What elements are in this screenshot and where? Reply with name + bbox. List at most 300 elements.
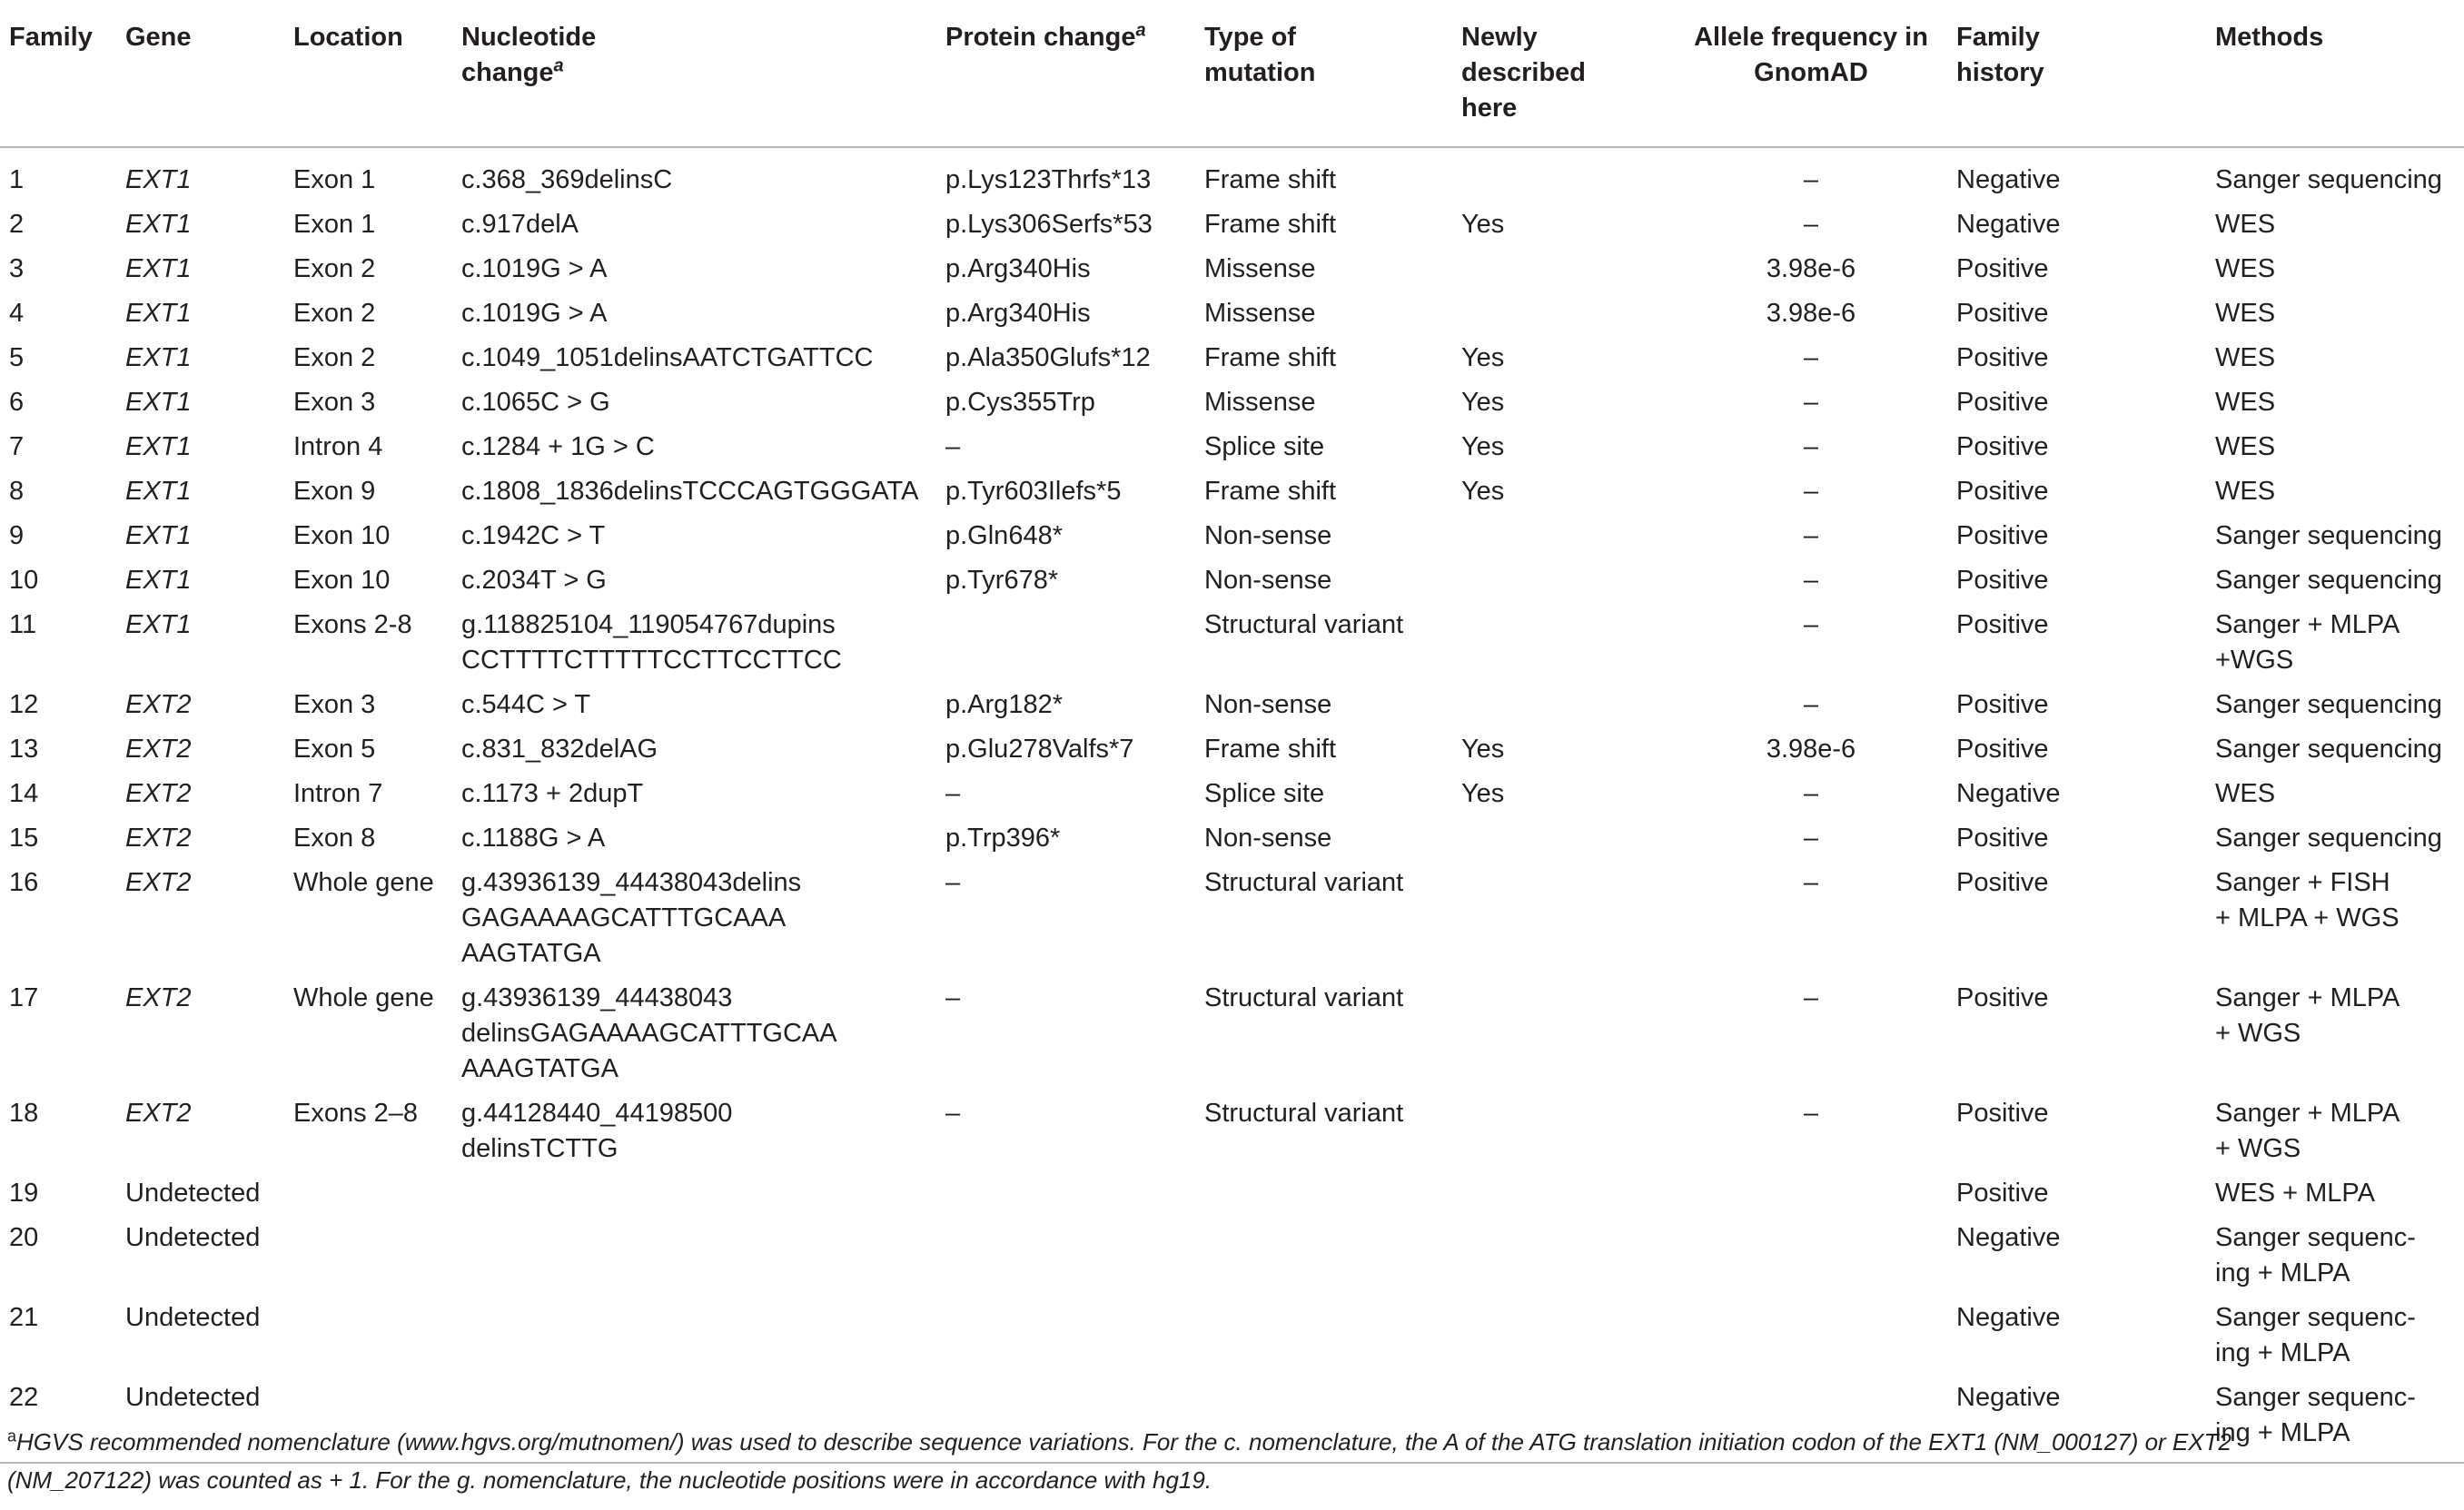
protein-change-cell [936, 1218, 1195, 1298]
methods-cell [2206, 338, 2464, 382]
nucleotide-change-cell-line: c.1188G > A [461, 824, 606, 853]
nucleotide-change-cell-line: c.544C > T [461, 690, 591, 719]
mutation-type-cell [1195, 1218, 1452, 1298]
nucleotide-change-cell [452, 204, 936, 249]
header-methods: Methods [2215, 23, 2324, 52]
family-history-cell: Positive [1956, 735, 2049, 764]
location-cell: Exon 1 [293, 165, 376, 194]
allele-frequency-cell [1666, 1298, 1947, 1377]
methods-cell [2206, 1298, 2464, 1377]
mutation-type-cell: Splice site [1204, 432, 1325, 461]
gene-cell: EXT1 [125, 299, 192, 328]
gene-cell: Undetected [125, 1383, 261, 1412]
table-row [0, 818, 2464, 863]
newly-described-cell [1452, 1093, 1666, 1173]
nucleotide-change-cell [452, 516, 936, 560]
nucleotide-change-cell [452, 382, 936, 427]
header-nucleotide-change: Nucleotide change$^a$ [461, 23, 597, 87]
nucleotide-change-cell-line: c.1019G > A [461, 254, 608, 283]
gene-cell: EXT1 [125, 210, 192, 239]
nucleotide-change-cell [452, 685, 936, 729]
family-cell: 14 [9, 779, 39, 808]
gene-cell: EXT1 [125, 610, 192, 639]
allele-frequency-cell [1666, 1218, 1947, 1298]
table-row [0, 293, 2464, 338]
newly-described-cell [1452, 249, 1666, 293]
mutation-type-cell: Non-sense [1204, 690, 1332, 719]
family-cell: 20 [9, 1223, 39, 1252]
nucleotide-change-cell-line: c.1065C > G [461, 388, 610, 417]
methods-cell-line: ing + MLPA [2215, 1258, 2350, 1288]
gene-cell: EXT1 [125, 566, 192, 595]
nucleotide-change-cell-line: CCTTTTCTTTTTCCTTCCTTCC [461, 646, 842, 675]
header-family-history: Family history [1956, 23, 2044, 87]
table-row [0, 516, 2464, 560]
nucleotide-change-cell [452, 1298, 936, 1377]
mutation-type-cell: Splice site [1204, 779, 1325, 808]
allele-frequency-cell [1666, 1173, 1947, 1218]
nucleotide-change-cell [452, 427, 936, 471]
family-cell: 4 [9, 299, 25, 328]
family-history-cell: Negative [1956, 1223, 2061, 1252]
nucleotide-change-cell [452, 1218, 936, 1298]
family-history-cell: Negative [1956, 210, 2061, 239]
location-cell: Intron 7 [293, 779, 383, 808]
allele-frequency-cell: 3.98e-6 [1766, 299, 1856, 328]
protein-change-cell: – [945, 1099, 961, 1128]
protein-change-cell: – [945, 779, 961, 808]
newly-described-cell: Yes [1461, 779, 1505, 808]
protein-change-cell: p.Lys306Serfs*53 [945, 210, 1153, 239]
methods-cell-line: WES + MLPA [2215, 1179, 2375, 1208]
methods-cell [2206, 1218, 2464, 1298]
nucleotide-change-cell-line: c.2034T > G [461, 566, 607, 595]
methods-cell-line: Sanger + MLPA [2215, 1099, 2400, 1128]
nucleotide-change-cell-line: AAAGTATGA [461, 1054, 618, 1083]
allele-frequency-cell: 3.98e-6 [1766, 254, 1856, 283]
methods-cell [2206, 516, 2464, 560]
header-newly-described: Newly described here [1461, 23, 1586, 123]
location-cell: Exon 2 [293, 299, 376, 328]
family-cell: 8 [9, 477, 25, 506]
family-history-cell: Positive [1956, 388, 2049, 417]
protein-change-cell [936, 605, 1195, 685]
allele-frequency-cell: – [1803, 388, 1819, 417]
nucleotide-change-cell [452, 774, 936, 818]
mutation-type-cell: Structural variant [1204, 868, 1404, 897]
mutation-type-cell: Frame shift [1204, 210, 1337, 239]
methods-cell-line: Sanger sequencing [2215, 690, 2442, 719]
methods-cell [2206, 978, 2464, 1093]
methods-cell [2206, 471, 2464, 516]
table-row [0, 382, 2464, 427]
nucleotide-change-cell-line: delinsTCTTG [461, 1134, 618, 1163]
table-row [0, 685, 2464, 729]
family-history-cell: Negative [1956, 779, 2061, 808]
nucleotide-change-cell-line: c.1808_1836delinsTCCCAGTGGGATA [461, 477, 919, 506]
methods-cell-line: + MLPA + WGS [2215, 903, 2400, 933]
gene-cell: EXT1 [125, 388, 192, 417]
protein-change-cell: p.Trp396* [945, 824, 1061, 853]
methods-cell-line: WES [2215, 779, 2276, 808]
newly-described-cell [1452, 863, 1666, 978]
table-row [0, 978, 2464, 1093]
nucleotide-change-cell [452, 293, 936, 338]
family-cell: 18 [9, 1099, 39, 1128]
allele-frequency-cell: – [1803, 566, 1819, 595]
family-cell: 1 [9, 165, 25, 194]
table-row [0, 1093, 2464, 1173]
allele-frequency-cell: – [1803, 779, 1819, 808]
gene-cell: EXT2 [125, 824, 192, 853]
allele-frequency-cell: – [1803, 165, 1819, 194]
newly-described-cell: Yes [1461, 477, 1505, 506]
methods-cell-line: WES [2215, 343, 2276, 372]
mutation-type-cell [1195, 1173, 1452, 1218]
newly-described-cell [1452, 1298, 1666, 1377]
header-gene: Gene [125, 23, 192, 52]
family-cell: 9 [9, 521, 25, 550]
gene-cell: EXT2 [125, 735, 192, 764]
table-row [0, 560, 2464, 605]
allele-frequency-cell: – [1803, 432, 1819, 461]
family-cell: 7 [9, 432, 25, 461]
allele-frequency-cell: – [1803, 868, 1819, 897]
methods-cell-line: Sanger sequencing [2215, 165, 2442, 194]
header-type-of-mutation: Type of mutation [1204, 23, 1316, 87]
table-row [0, 605, 2464, 685]
methods-cell-line: +WGS [2215, 646, 2294, 675]
nucleotide-change-cell [452, 1093, 936, 1173]
protein-change-cell: p.Tyr603Ilefs*5 [945, 477, 1122, 506]
location-cell: Exon 5 [293, 735, 376, 764]
methods-cell [2206, 560, 2464, 605]
newly-described-cell [1452, 1173, 1666, 1218]
family-cell: 2 [9, 210, 25, 239]
mutation-type-cell [1195, 1298, 1452, 1377]
gene-cell: Undetected [125, 1179, 261, 1208]
methods-cell [2206, 147, 2464, 204]
mutation-type-cell: Frame shift [1204, 165, 1337, 194]
methods-cell [2206, 605, 2464, 685]
gene-cell: EXT2 [125, 779, 192, 808]
gene-cell: EXT2 [125, 868, 192, 897]
family-cell: 12 [9, 690, 39, 719]
table-footnote [7, 1423, 2450, 1499]
family-cell: 15 [9, 824, 39, 853]
methods-cell [2206, 1173, 2464, 1218]
methods-cell-line: Sanger sequenc- [2215, 1383, 2416, 1412]
table-row [0, 1218, 2464, 1298]
nucleotide-change-cell-line: c.1284 + 1G > C [461, 432, 655, 461]
gene-cell: EXT1 [125, 477, 192, 506]
allele-frequency-cell: 3.98e-6 [1766, 735, 1856, 764]
nucleotide-change-cell [452, 605, 936, 685]
methods-cell-line: ing + MLPA [2215, 1418, 2350, 1447]
newly-described-cell: Yes [1461, 735, 1505, 764]
protein-change-cell [936, 1298, 1195, 1377]
nucleotide-change-cell [452, 978, 936, 1093]
family-history-cell: Negative [1956, 1303, 2061, 1332]
mutation-type-cell: Frame shift [1204, 343, 1337, 372]
family-cell: 19 [9, 1179, 39, 1208]
nucleotide-change-cell [452, 147, 936, 204]
newly-described-cell [1452, 605, 1666, 685]
table-row [0, 338, 2464, 382]
location-cell: Exon 8 [293, 824, 376, 853]
family-cell: 13 [9, 735, 39, 764]
allele-frequency-cell: – [1803, 1099, 1819, 1128]
location-cell: Exon 1 [293, 210, 376, 239]
protein-change-cell: – [945, 983, 961, 1012]
protein-change-cell: p.Lys123Thrfs*13 [945, 165, 1152, 194]
table-row [0, 1173, 2464, 1218]
protein-change-cell: – [945, 432, 961, 461]
location-cell: Exon 10 [293, 521, 391, 550]
methods-cell-line: Sanger sequencing [2215, 735, 2442, 764]
header-allele-frequency: Allele frequency in GnomAD [1694, 23, 1928, 87]
family-history-cell: Negative [1956, 165, 2061, 194]
footnote-marker: a [553, 55, 564, 76]
family-history-cell: Positive [1956, 254, 2049, 283]
location-cell: Exon 10 [293, 566, 391, 595]
location-cell: Whole gene [293, 983, 434, 1012]
family-history-cell: Positive [1956, 432, 2049, 461]
methods-cell-line: WES [2215, 210, 2276, 239]
methods-cell [2206, 293, 2464, 338]
protein-change-cell: – [945, 868, 961, 897]
table-row [0, 1298, 2464, 1377]
location-cell: Exons 2–8 [293, 1099, 419, 1128]
gene-cell: EXT2 [125, 1099, 192, 1128]
methods-cell [2206, 863, 2464, 978]
mutation-type-cell: Structural variant [1204, 1099, 1404, 1128]
family-history-cell: Positive [1956, 521, 2049, 550]
gene-cell: Undetected [125, 1223, 261, 1252]
family-history-cell: Positive [1956, 477, 2049, 506]
newly-described-cell: Yes [1461, 388, 1505, 417]
family-cell: 6 [9, 388, 25, 417]
mutation-type-cell: Frame shift [1204, 477, 1337, 506]
methods-cell [2206, 382, 2464, 427]
location-cell [284, 1173, 452, 1218]
newly-described-cell [1452, 516, 1666, 560]
family-cell: 5 [9, 343, 25, 372]
protein-change-cell: p.Gln648* [945, 521, 1063, 550]
newly-described-cell [1452, 560, 1666, 605]
methods-cell-line: WES [2215, 477, 2276, 506]
mutation-type-cell: Structural variant [1204, 983, 1404, 1012]
methods-cell [2206, 1093, 2464, 1173]
methods-cell-line: Sanger sequencing [2215, 521, 2442, 550]
methods-cell-line: + WGS [2215, 1019, 2301, 1048]
location-cell: Exon 3 [293, 690, 376, 719]
mutation-type-cell: Structural variant [1204, 610, 1404, 639]
family-cell: 10 [9, 566, 39, 595]
methods-cell [2206, 685, 2464, 729]
nucleotide-change-cell-line: c.368_369delinsC [461, 165, 673, 194]
protein-change-cell: p.Cys355Trp [945, 388, 1095, 417]
methods-cell-line: WES [2215, 299, 2276, 328]
allele-frequency-cell: – [1803, 610, 1819, 639]
gene-cell: EXT1 [125, 165, 192, 194]
allele-frequency-cell: – [1803, 521, 1819, 550]
nucleotide-change-cell-line: c.1173 + 2dupT [461, 779, 644, 808]
methods-cell-line: Sanger sequenc- [2215, 1223, 2416, 1252]
mutation-type-cell: Missense [1204, 388, 1316, 417]
family-history-cell: Positive [1956, 868, 2049, 897]
nucleotide-change-cell-line: delinsGAGAAAAGCATTTGCAA [461, 1019, 837, 1048]
location-cell: Exon 9 [293, 477, 376, 506]
newly-described-cell: Yes [1461, 210, 1505, 239]
family-history-cell: Positive [1956, 824, 2049, 853]
nucleotide-change-cell-line: AAGTATGA [461, 939, 601, 968]
methods-cell-line: Sanger sequencing [2215, 824, 2442, 853]
table-row [0, 147, 2464, 204]
newly-described-cell [1452, 818, 1666, 863]
allele-frequency-cell: – [1803, 477, 1819, 506]
table-row [0, 249, 2464, 293]
methods-cell-line: + WGS [2215, 1134, 2301, 1163]
newly-described-cell [1452, 978, 1666, 1093]
gene-cell: EXT2 [125, 983, 192, 1012]
gene-cell: EXT1 [125, 432, 192, 461]
location-cell [284, 1218, 452, 1298]
methods-cell-line: Sanger + MLPA [2215, 610, 2400, 639]
nucleotide-change-cell-line: c.917delA [461, 210, 579, 239]
table-row [0, 204, 2464, 249]
table-row [0, 863, 2464, 978]
nucleotide-change-cell [452, 818, 936, 863]
newly-described-cell [1452, 147, 1666, 204]
methods-cell [2206, 249, 2464, 293]
footnote-marker: a [7, 1426, 17, 1446]
nucleotide-change-cell [452, 338, 936, 382]
table-row [0, 774, 2464, 818]
gene-cell: EXT1 [125, 254, 192, 283]
header-family: Family [9, 23, 93, 52]
methods-cell [2206, 729, 2464, 774]
nucleotide-change-cell-line: GAGAAAAGCATTTGCAAA [461, 903, 787, 933]
nucleotide-change-cell-line: c.1049_1051delinsAATCTGATTCC [461, 343, 874, 372]
methods-cell [2206, 204, 2464, 249]
nucleotide-change-cell [452, 560, 936, 605]
location-cell: Exon 2 [293, 254, 376, 283]
newly-described-cell [1452, 1218, 1666, 1298]
newly-described-cell: Yes [1461, 343, 1505, 372]
family-history-cell: Positive [1956, 690, 2049, 719]
allele-frequency-cell: – [1803, 690, 1819, 719]
table-row [0, 427, 2464, 471]
family-history-cell: Positive [1956, 566, 2049, 595]
header-protein-change: Protein change$^a$ [945, 20, 1146, 52]
family-cell: 21 [9, 1303, 39, 1332]
location-cell: Exon 3 [293, 388, 376, 417]
methods-cell-line: ing + MLPA [2215, 1338, 2350, 1367]
allele-frequency-cell: – [1803, 983, 1819, 1012]
location-cell: Intron 4 [293, 432, 383, 461]
location-cell: Exon 2 [293, 343, 376, 372]
family-history-cell: Positive [1956, 343, 2049, 372]
family-cell: 11 [9, 610, 37, 639]
footnote-marker: a [1135, 20, 1146, 41]
newly-described-cell [1452, 293, 1666, 338]
gene-cell: EXT1 [125, 521, 192, 550]
methods-cell-line: Sanger + FISH [2215, 868, 2390, 897]
methods-cell [2206, 818, 2464, 863]
nucleotide-change-cell [452, 471, 936, 516]
gene-cell: EXT1 [125, 343, 192, 372]
family-cell: 16 [9, 868, 39, 897]
table-body [0, 147, 2464, 1463]
footnote-line: HGVS recommended nomenclature (www.hgvs.org/mutnomen/) was used to describe sequence variations. For the c. nomenclature, the A of the ATG translation initiation codon of the EXT1 (NM_000127) or EXT2 [16, 1428, 2231, 1456]
location-cell [284, 1298, 452, 1377]
mutation-type-cell: Missense [1204, 299, 1316, 328]
family-cell: 22 [9, 1383, 39, 1412]
table-row [0, 471, 2464, 516]
family-history-cell: Positive [1956, 610, 2049, 639]
allele-frequency-cell: – [1803, 824, 1819, 853]
allele-frequency-cell: – [1803, 210, 1819, 239]
mutation-type-cell: Frame shift [1204, 735, 1337, 764]
family-history-cell: Positive [1956, 983, 2049, 1012]
protein-change-cell: p.Arg340His [945, 299, 1091, 328]
family-history-cell: Negative [1956, 1383, 2061, 1412]
nucleotide-change-cell-line: g.43936139_44438043delins [461, 868, 802, 897]
nucleotide-change-cell [452, 863, 936, 978]
protein-change-cell: p.Tyr678* [945, 566, 1059, 595]
family-history-cell: Positive [1956, 1179, 2049, 1208]
nucleotide-change-cell [452, 249, 936, 293]
family-cell: 3 [9, 254, 25, 283]
methods-cell-line: WES [2215, 254, 2276, 283]
family-cell: 17 [9, 983, 39, 1012]
methods-cell [2206, 774, 2464, 818]
location-cell: Whole gene [293, 868, 434, 897]
protein-change-cell: p.Arg340His [945, 254, 1091, 283]
methods-cell-line: WES [2215, 432, 2276, 461]
gene-cell: Undetected [125, 1303, 261, 1332]
methods-cell [2206, 427, 2464, 471]
footnote-line: (NM_207122) was counted as + 1. For the g. nomenclature, the nucleotide positions were in accordance with hg19. [7, 1466, 1212, 1494]
nucleotide-change-cell [452, 1173, 936, 1218]
protein-change-cell: p.Arg182* [945, 690, 1063, 719]
gene-cell: EXT2 [125, 690, 192, 719]
nucleotide-change-cell-line: c.1942C > T [461, 521, 606, 550]
header-row [0, 0, 2464, 147]
mutation-type-cell: Missense [1204, 254, 1316, 283]
table-row [0, 729, 2464, 774]
nucleotide-change-cell-line: c.831_832delAG [461, 735, 658, 764]
newly-described-cell [1452, 685, 1666, 729]
nucleotide-change-cell-line: g.118825104_119054767dupins [461, 610, 836, 639]
header-location: Location [293, 23, 403, 52]
nucleotide-change-cell-line: g.44128440_44198500 [461, 1099, 733, 1128]
nucleotide-change-cell [452, 729, 936, 774]
methods-cell-line: Sanger sequenc- [2215, 1303, 2416, 1332]
nucleotide-change-cell-line: g.43936139_44438043 [461, 983, 733, 1012]
mutation-type-cell: Non-sense [1204, 824, 1332, 853]
protein-change-cell: p.Glu278Valfs*7 [945, 735, 1134, 764]
family-history-cell: Positive [1956, 1099, 2049, 1128]
location-cell: Exons 2-8 [293, 610, 412, 639]
protein-change-cell: p.Ala350Glufs*12 [945, 343, 1151, 372]
methods-cell-line: WES [2215, 388, 2276, 417]
nucleotide-change-cell-line: c.1019G > A [461, 299, 608, 328]
mutation-type-cell: Non-sense [1204, 566, 1332, 595]
family-history-cell: Positive [1956, 299, 2049, 328]
mutation-type-cell: Non-sense [1204, 521, 1332, 550]
